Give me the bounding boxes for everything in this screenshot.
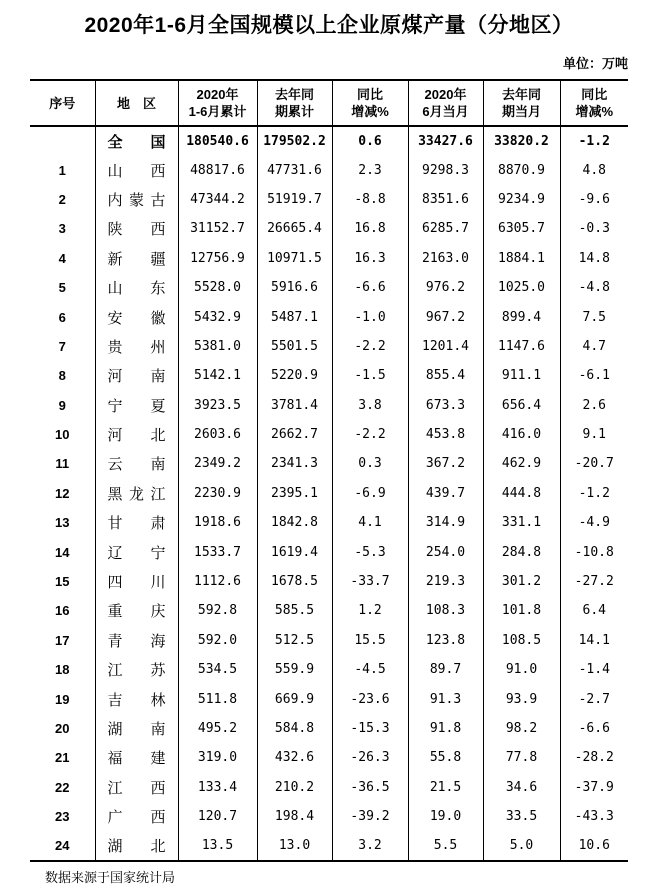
seq-cell: 18 bbox=[55, 662, 70, 678]
value-cell: 592.8 bbox=[178, 596, 257, 625]
table-row bbox=[30, 831, 628, 860]
value-cell: 93.9 bbox=[483, 684, 560, 713]
value-cell: 219.3 bbox=[408, 567, 483, 596]
value-cell: -9.6 bbox=[560, 185, 628, 214]
value-cell: 7.5 bbox=[560, 302, 628, 331]
seq-cell: 13 bbox=[55, 515, 70, 531]
seq-cell: 3 bbox=[58, 221, 66, 237]
value-cell: -33.7 bbox=[332, 567, 408, 596]
region-cell: 辽 宁 bbox=[95, 537, 178, 566]
value-cell: 6285.7 bbox=[408, 214, 483, 243]
value-cell: 314.9 bbox=[408, 508, 483, 537]
value-cell: 0.6 bbox=[332, 126, 408, 155]
value-cell: 534.5 bbox=[178, 655, 257, 684]
value-cell: 0.3 bbox=[332, 449, 408, 478]
table-row bbox=[30, 537, 628, 566]
value-cell: 2.6 bbox=[560, 391, 628, 420]
seq-cell: 11 bbox=[55, 456, 70, 472]
value-cell: 10971.5 bbox=[257, 244, 332, 273]
value-cell: 967.2 bbox=[408, 302, 483, 331]
value-cell: -2.7 bbox=[560, 684, 628, 713]
value-cell: 2163.0 bbox=[408, 244, 483, 273]
value-cell: -26.3 bbox=[332, 743, 408, 772]
seq-cell: 6 bbox=[58, 309, 66, 325]
value-cell: 51919.7 bbox=[257, 185, 332, 214]
value-cell: 495.2 bbox=[178, 714, 257, 743]
value-cell: 26665.4 bbox=[257, 214, 332, 243]
table-row bbox=[30, 302, 628, 331]
value-cell: 1025.0 bbox=[483, 273, 560, 302]
value-cell: -36.5 bbox=[332, 773, 408, 802]
value-cell: 9298.3 bbox=[408, 155, 483, 184]
value-cell: -6.9 bbox=[332, 479, 408, 508]
value-cell: 101.8 bbox=[483, 596, 560, 625]
seq-cell: 4 bbox=[58, 250, 66, 266]
value-cell: -1.4 bbox=[560, 655, 628, 684]
page-title: 2020年1-6月全国规模以上企业原煤产量（分地区） bbox=[84, 14, 574, 37]
table-row bbox=[30, 773, 628, 802]
region-cell: 陕 西 bbox=[95, 214, 178, 243]
source-note: 数据来源于国家统计局 bbox=[45, 869, 176, 885]
value-cell: 9234.9 bbox=[483, 185, 560, 214]
value-cell: 9.1 bbox=[560, 420, 628, 449]
column-header-6: 2020年 6月当月 bbox=[408, 80, 483, 126]
value-cell: -15.3 bbox=[332, 714, 408, 743]
value-cell: 2.3 bbox=[332, 155, 408, 184]
value-cell: -10.8 bbox=[560, 537, 628, 566]
seq-cell: 7 bbox=[58, 338, 66, 354]
unit-label: 单位：万吨 bbox=[562, 56, 628, 71]
value-cell: 2603.6 bbox=[178, 420, 257, 449]
value-cell: 432.6 bbox=[257, 743, 332, 772]
table-row bbox=[30, 273, 628, 302]
value-cell: 1918.6 bbox=[178, 508, 257, 537]
table-row bbox=[30, 684, 628, 713]
value-cell: 585.5 bbox=[257, 596, 332, 625]
value-cell: 416.0 bbox=[483, 420, 560, 449]
value-cell: -8.8 bbox=[332, 185, 408, 214]
value-cell: 1147.6 bbox=[483, 332, 560, 361]
value-cell: 511.8 bbox=[178, 684, 257, 713]
region-cell: 河 北 bbox=[95, 420, 178, 449]
value-cell: 16.8 bbox=[332, 214, 408, 243]
seq-cell bbox=[30, 126, 95, 155]
value-cell: 5432.9 bbox=[178, 302, 257, 331]
table-row bbox=[30, 155, 628, 184]
value-cell: 47344.2 bbox=[178, 185, 257, 214]
value-cell: -1.2 bbox=[560, 479, 628, 508]
region-cell: 安 徽 bbox=[95, 302, 178, 331]
seq-cell: 15 bbox=[55, 574, 70, 590]
region-cell: 青 海 bbox=[95, 626, 178, 655]
value-cell: 108.5 bbox=[483, 626, 560, 655]
table-row bbox=[30, 420, 628, 449]
region-cell: 全 国 bbox=[95, 126, 178, 155]
value-cell: -4.8 bbox=[560, 273, 628, 302]
value-cell: 8870.9 bbox=[483, 155, 560, 184]
seq-cell: 16 bbox=[55, 603, 70, 619]
region-cell: 山 西 bbox=[95, 155, 178, 184]
seq-cell: 1 bbox=[58, 162, 66, 178]
value-cell: 34.6 bbox=[483, 773, 560, 802]
region-cell: 新 疆 bbox=[95, 244, 178, 273]
column-header-1: 序号 bbox=[30, 80, 95, 126]
table-header-row bbox=[30, 80, 628, 126]
seq-cell: 17 bbox=[55, 632, 70, 648]
seq-cell: 14 bbox=[55, 544, 70, 560]
value-cell: 47731.6 bbox=[257, 155, 332, 184]
column-header-2: 地 区 bbox=[95, 80, 178, 126]
value-cell: 1619.4 bbox=[257, 537, 332, 566]
value-cell: 13.5 bbox=[178, 831, 257, 860]
seq-cell: 19 bbox=[55, 691, 70, 707]
value-cell: 367.2 bbox=[408, 449, 483, 478]
table-row bbox=[30, 508, 628, 537]
seq-cell: 22 bbox=[55, 779, 70, 795]
value-cell: -1.2 bbox=[560, 126, 628, 155]
value-cell: 301.2 bbox=[483, 567, 560, 596]
column-header-8: 同比 增减% bbox=[560, 80, 628, 126]
value-cell: 5381.0 bbox=[178, 332, 257, 361]
seq-cell: 9 bbox=[58, 397, 66, 413]
table-row bbox=[30, 126, 628, 155]
value-cell: 899.4 bbox=[483, 302, 560, 331]
table-row bbox=[30, 596, 628, 625]
region-cell: 山 东 bbox=[95, 273, 178, 302]
value-cell: 673.3 bbox=[408, 391, 483, 420]
region-cell: 黑 龙 江 bbox=[95, 479, 178, 508]
table-row bbox=[30, 361, 628, 390]
table-row bbox=[30, 655, 628, 684]
value-cell: 48817.6 bbox=[178, 155, 257, 184]
value-cell: 8351.6 bbox=[408, 185, 483, 214]
value-cell: 14.8 bbox=[560, 244, 628, 273]
column-header-4: 去年同 期累计 bbox=[257, 80, 332, 126]
value-cell: 5220.9 bbox=[257, 361, 332, 390]
region-cell: 河 南 bbox=[95, 361, 178, 390]
value-cell: 911.1 bbox=[483, 361, 560, 390]
value-cell: 5487.1 bbox=[257, 302, 332, 331]
value-cell: 10.6 bbox=[560, 831, 628, 860]
value-cell: 5528.0 bbox=[178, 273, 257, 302]
value-cell: -6.6 bbox=[560, 714, 628, 743]
value-cell: 12756.9 bbox=[178, 244, 257, 273]
seq-cell: 2 bbox=[58, 191, 66, 207]
value-cell: -43.3 bbox=[560, 802, 628, 831]
value-cell: 584.8 bbox=[257, 714, 332, 743]
region-cell: 四 川 bbox=[95, 567, 178, 596]
value-cell: -6.6 bbox=[332, 273, 408, 302]
value-cell: 19.0 bbox=[408, 802, 483, 831]
table-row bbox=[30, 332, 628, 361]
table-row bbox=[30, 391, 628, 420]
value-cell: 5.5 bbox=[408, 831, 483, 860]
region-cell: 重 庆 bbox=[95, 596, 178, 625]
value-cell: 5142.1 bbox=[178, 361, 257, 390]
region-cell: 江 苏 bbox=[95, 655, 178, 684]
value-cell: 133.4 bbox=[178, 773, 257, 802]
value-cell: 4.7 bbox=[560, 332, 628, 361]
value-cell: 31152.7 bbox=[178, 214, 257, 243]
region-cell: 吉 林 bbox=[95, 684, 178, 713]
region-cell: 福 建 bbox=[95, 743, 178, 772]
value-cell: 33.5 bbox=[483, 802, 560, 831]
value-cell: 91.3 bbox=[408, 684, 483, 713]
table-row bbox=[30, 185, 628, 214]
column-header-7: 去年同 期当月 bbox=[483, 80, 560, 126]
value-cell: 512.5 bbox=[257, 626, 332, 655]
value-cell: -20.7 bbox=[560, 449, 628, 478]
value-cell: 284.8 bbox=[483, 537, 560, 566]
value-cell: 120.7 bbox=[178, 802, 257, 831]
value-cell: 123.8 bbox=[408, 626, 483, 655]
value-cell: 33427.6 bbox=[408, 126, 483, 155]
value-cell: 2341.3 bbox=[257, 449, 332, 478]
value-cell: 1112.6 bbox=[178, 567, 257, 596]
value-cell: 77.8 bbox=[483, 743, 560, 772]
coal-production-table bbox=[30, 79, 628, 862]
value-cell: 462.9 bbox=[483, 449, 560, 478]
region-cell: 甘 肃 bbox=[95, 508, 178, 537]
value-cell: -28.2 bbox=[560, 743, 628, 772]
value-cell: 319.0 bbox=[178, 743, 257, 772]
value-cell: -1.5 bbox=[332, 361, 408, 390]
table-row bbox=[30, 567, 628, 596]
value-cell: 1.2 bbox=[332, 596, 408, 625]
value-cell: -1.0 bbox=[332, 302, 408, 331]
table-row bbox=[30, 714, 628, 743]
column-header-5: 同比 增减% bbox=[332, 80, 408, 126]
value-cell: -4.5 bbox=[332, 655, 408, 684]
seq-cell: 24 bbox=[55, 838, 70, 854]
table-row bbox=[30, 449, 628, 478]
value-cell: 444.8 bbox=[483, 479, 560, 508]
value-cell: 5.0 bbox=[483, 831, 560, 860]
value-cell: 3781.4 bbox=[257, 391, 332, 420]
region-cell: 江 西 bbox=[95, 773, 178, 802]
value-cell: 198.4 bbox=[257, 802, 332, 831]
value-cell: 5916.6 bbox=[257, 273, 332, 302]
seq-cell: 12 bbox=[55, 485, 70, 501]
value-cell: 331.1 bbox=[483, 508, 560, 537]
value-cell: 669.9 bbox=[257, 684, 332, 713]
value-cell: 15.5 bbox=[332, 626, 408, 655]
value-cell: -0.3 bbox=[560, 214, 628, 243]
value-cell: 439.7 bbox=[408, 479, 483, 508]
value-cell: 180540.6 bbox=[178, 126, 257, 155]
value-cell: -27.2 bbox=[560, 567, 628, 596]
value-cell: -2.2 bbox=[332, 420, 408, 449]
value-cell: 2662.7 bbox=[257, 420, 332, 449]
value-cell: 13.0 bbox=[257, 831, 332, 860]
table-row bbox=[30, 626, 628, 655]
region-cell: 贵 州 bbox=[95, 332, 178, 361]
value-cell: 3.8 bbox=[332, 391, 408, 420]
value-cell: 4.8 bbox=[560, 155, 628, 184]
seq-cell: 20 bbox=[55, 721, 70, 736]
value-cell: -5.3 bbox=[332, 537, 408, 566]
value-cell: -39.2 bbox=[332, 802, 408, 831]
value-cell: 179502.2 bbox=[257, 126, 332, 155]
value-cell: 1842.8 bbox=[257, 508, 332, 537]
value-cell: 55.8 bbox=[408, 743, 483, 772]
value-cell: 592.0 bbox=[178, 626, 257, 655]
value-cell: 1678.5 bbox=[257, 567, 332, 596]
value-cell: 14.1 bbox=[560, 626, 628, 655]
value-cell: -23.6 bbox=[332, 684, 408, 713]
value-cell: 91.8 bbox=[408, 714, 483, 743]
value-cell: 3.2 bbox=[332, 831, 408, 860]
value-cell: 33820.2 bbox=[483, 126, 560, 155]
table-row bbox=[30, 743, 628, 772]
column-header-3: 2020年 1-6月累计 bbox=[178, 80, 257, 126]
value-cell: -2.2 bbox=[332, 332, 408, 361]
value-cell: 1201.4 bbox=[408, 332, 483, 361]
seq-cell: 10 bbox=[55, 427, 70, 443]
value-cell: 5501.5 bbox=[257, 332, 332, 361]
region-cell: 云 南 bbox=[95, 449, 178, 478]
table-row bbox=[30, 802, 628, 831]
value-cell: -6.1 bbox=[560, 361, 628, 390]
value-cell: 4.1 bbox=[332, 508, 408, 537]
region-cell: 湖 南 bbox=[95, 714, 178, 743]
table-row bbox=[30, 479, 628, 508]
table-row bbox=[30, 244, 628, 273]
region-cell: 湖 北 bbox=[95, 831, 178, 860]
value-cell: 1533.7 bbox=[178, 537, 257, 566]
value-cell: 16.3 bbox=[332, 244, 408, 273]
value-cell: 976.2 bbox=[408, 273, 483, 302]
value-cell: -4.9 bbox=[560, 508, 628, 537]
value-cell: 855.4 bbox=[408, 361, 483, 390]
table-row bbox=[30, 214, 628, 243]
region-cell: 内 蒙 古 bbox=[95, 185, 178, 214]
value-cell: 210.2 bbox=[257, 773, 332, 802]
value-cell: 6305.7 bbox=[483, 214, 560, 243]
value-cell: 2349.2 bbox=[178, 449, 257, 478]
value-cell: 559.9 bbox=[257, 655, 332, 684]
seq-cell: 8 bbox=[58, 368, 66, 384]
table-body bbox=[30, 126, 628, 861]
value-cell: 108.3 bbox=[408, 596, 483, 625]
value-cell: 2230.9 bbox=[178, 479, 257, 508]
value-cell: 1884.1 bbox=[483, 244, 560, 273]
value-cell: 656.4 bbox=[483, 391, 560, 420]
value-cell: 91.0 bbox=[483, 655, 560, 684]
value-cell: 21.5 bbox=[408, 773, 483, 802]
seq-cell: 23 bbox=[55, 809, 70, 825]
value-cell: 89.7 bbox=[408, 655, 483, 684]
value-cell: 98.2 bbox=[483, 714, 560, 743]
value-cell: 6.4 bbox=[560, 596, 628, 625]
region-cell: 广 西 bbox=[95, 802, 178, 831]
seq-cell: 5 bbox=[58, 280, 66, 296]
seq-cell: 21 bbox=[55, 750, 70, 766]
value-cell: 254.0 bbox=[408, 537, 483, 566]
region-cell: 宁 夏 bbox=[95, 391, 178, 420]
value-cell: 2395.1 bbox=[257, 479, 332, 508]
value-cell: -37.9 bbox=[560, 773, 628, 802]
value-cell: 3923.5 bbox=[178, 391, 257, 420]
value-cell: 453.8 bbox=[408, 420, 483, 449]
